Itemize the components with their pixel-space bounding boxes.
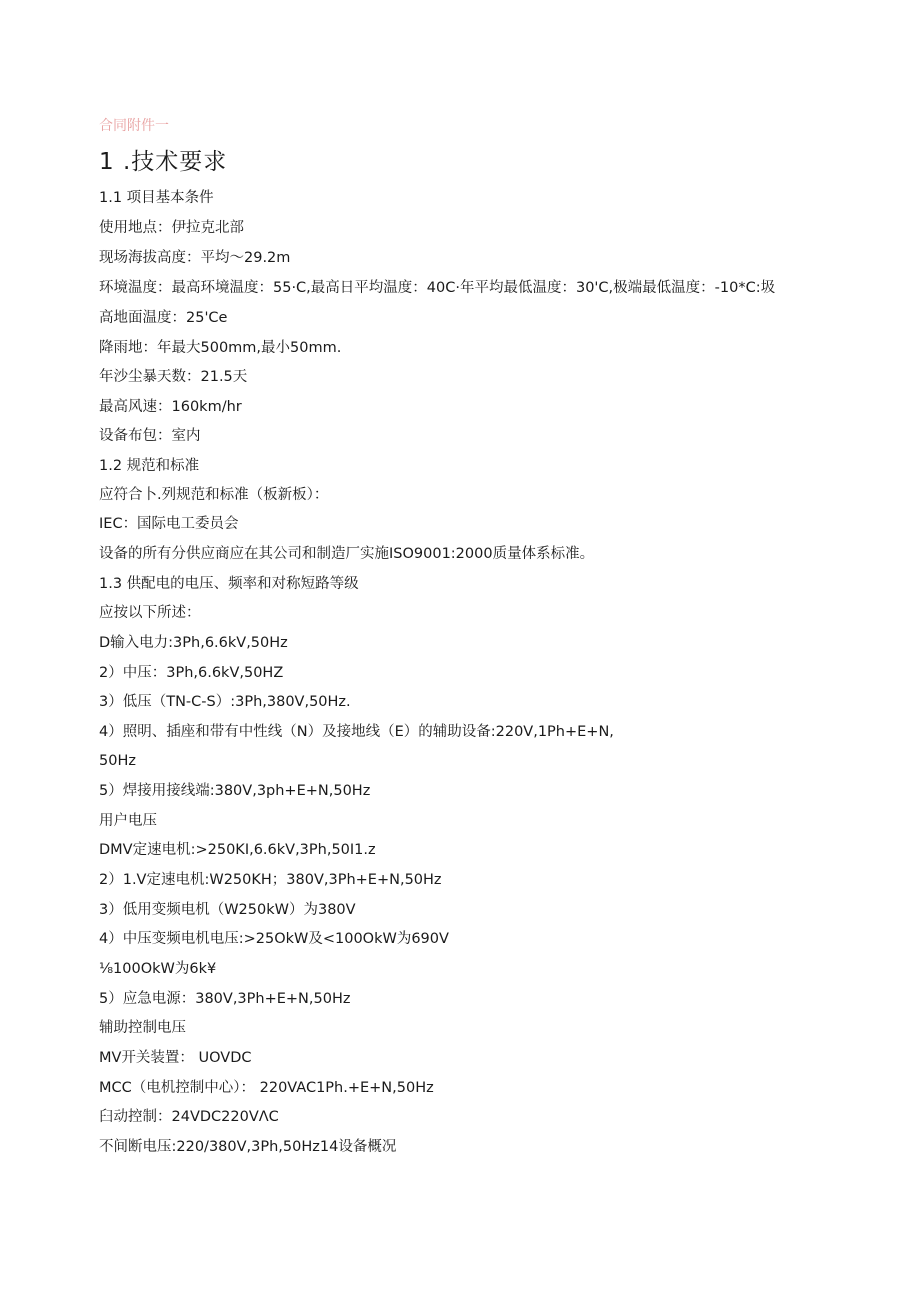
text-line: 应符合卜.列规范和标准（板新板）：	[99, 487, 329, 503]
text-line: 高地面温度：25'Ce	[99, 310, 228, 326]
list-item: 2）中压：3Ph,6.6kV,50HZ	[99, 665, 284, 681]
list-item: 3）低压（TN-C-S）:3Ph,380V,50Hz.	[99, 694, 351, 710]
list-item: 3）低用变频电机（W250kW）为380V	[99, 902, 356, 918]
list-item: 2）1.V定速电机:W250KH；380V,3Ph+E+N,50Hz	[99, 872, 442, 888]
subsection-heading: 1.1 项目基本条件	[99, 190, 214, 206]
text-line: 使用地点：伊拉克北部	[99, 220, 244, 236]
subsection-heading: 1.2 规范和标准	[99, 458, 200, 474]
list-item: 5）焊接用接线端:380V,3ph+E+N,50Hz	[99, 783, 371, 799]
text-line: 降雨地：年最大500mm,最小50mm.	[99, 340, 342, 356]
text-line: 用户电压	[99, 813, 157, 829]
text-line: 臼动控制：24VDC220VΛC	[99, 1109, 279, 1125]
text-line: 设备布包：室内	[99, 428, 201, 444]
text-line: ⅛100OkW为6k¥	[99, 961, 217, 977]
list-item: D输入电力:3Ph,6.6kV,50Hz	[99, 635, 288, 651]
text-line: 50Hz	[99, 753, 136, 769]
list-item: 5）应急电源：380V,3Ph+E+N,50Hz	[99, 991, 351, 1007]
appendix-label: 合同附件一	[99, 118, 169, 134]
list-item: DMV定速电机:>250KI,6.6kV,3Ph,50I1.z	[99, 842, 376, 858]
subsection-heading: 1.3 供配电的电压、频率和对称短路等级	[99, 576, 359, 592]
text-line: 现场海拔高度：平均～29.2m	[99, 250, 291, 266]
text-line: 应按以下所述：	[99, 605, 201, 621]
list-item: 4）照明、插座和带有中性线（N）及接地线（E）的辅助设备:220V,1Ph+E+N,	[99, 724, 614, 740]
text-line: 年沙尘暴天数：21.5天	[99, 369, 248, 385]
text-line: MV开关装置： UOVDC	[99, 1050, 252, 1066]
text-line: 环境温度：最高环境温度：55·C,最高日平均温度：40C·年平均最低温度：30'C,极端最低温度：-10*C:圾	[99, 280, 776, 296]
list-item: 4）中压变频电机电压:>25OkW及<100OkW为690V	[99, 931, 449, 947]
text-line: IEC：国际电工委员会	[99, 516, 239, 532]
text-line: 最高风速：160km/hr	[99, 399, 242, 415]
text-line: MCC（电机控制中心）： 220VAC1Ph.+E+N,50Hz	[99, 1080, 434, 1096]
text-line: 辅助控制电压	[99, 1020, 186, 1036]
section-title: 1 .技术要求	[99, 149, 228, 175]
text-line: 设备的所有分供应商应在其公司和制造厂实施ISO9001:2000质量体系标准。	[99, 546, 595, 562]
text-line: 不间断电压:220/380V,3Ph,50Hz14设备概况	[99, 1139, 397, 1155]
